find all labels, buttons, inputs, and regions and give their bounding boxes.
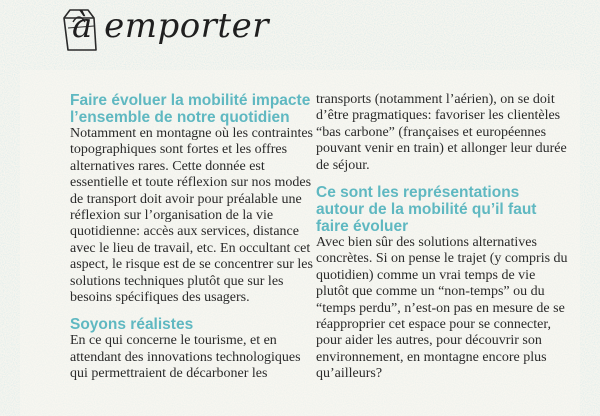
header (0, 0, 600, 60)
brand-title: à emporter (72, 6, 269, 46)
section-heading-representations: Ce sont les représentations autour de la mobilité qu’il faut faire évoluer (316, 184, 537, 236)
section-body-representations: Avec bien sûr des solutions alternatives concrètes. Si on pense le trajet (y compris du quotidien) comme un vrai temps de vie plutôt que comme un “non-temps” ou du “temps perdu”, n’est-on pas en mesure de se réapproprier cet espace pour se connecter, pour aider les autres, pour découvrir son environnement, en montagne encore plus qu’ailleurs? (316, 235, 568, 382)
section-heading-realistic: Soyons réalistes (70, 316, 194, 334)
continuation-text: transports (notamment l’aérien), on se doit d’être pragmatiques: favoriser les clientèles “bas carbone” (françaises et européennes pouvant venir en train) et allonger leur durée de séjour. (316, 92, 567, 173)
section-body-mobility: Notamment en montagne où les contraintes topographiques sont fortes et les offres alternatives rares. Cette donnée est essentielle et toute réflexion sur nos modes de transport doit avoir pour préalable une réflexion sur l’organisation de la vie quotidienne: accès aux services, distance avec le lieu de travail, etc. En occultant cet aspect, le risque est de se concentrer sur les solutions techniques plutôt que sur les besoins spécifiques des usagers. (70, 126, 313, 306)
left-column (70, 92, 320, 383)
right-column (316, 92, 568, 383)
section-body-realistic: En ce qui concerne le tourisme, et en attendant des innovations technologiques qui permettraient de décarboner les (70, 333, 301, 382)
section-heading-mobility: Faire évoluer la mobilité impacte l’ensemble de notre quotidien (70, 92, 311, 126)
